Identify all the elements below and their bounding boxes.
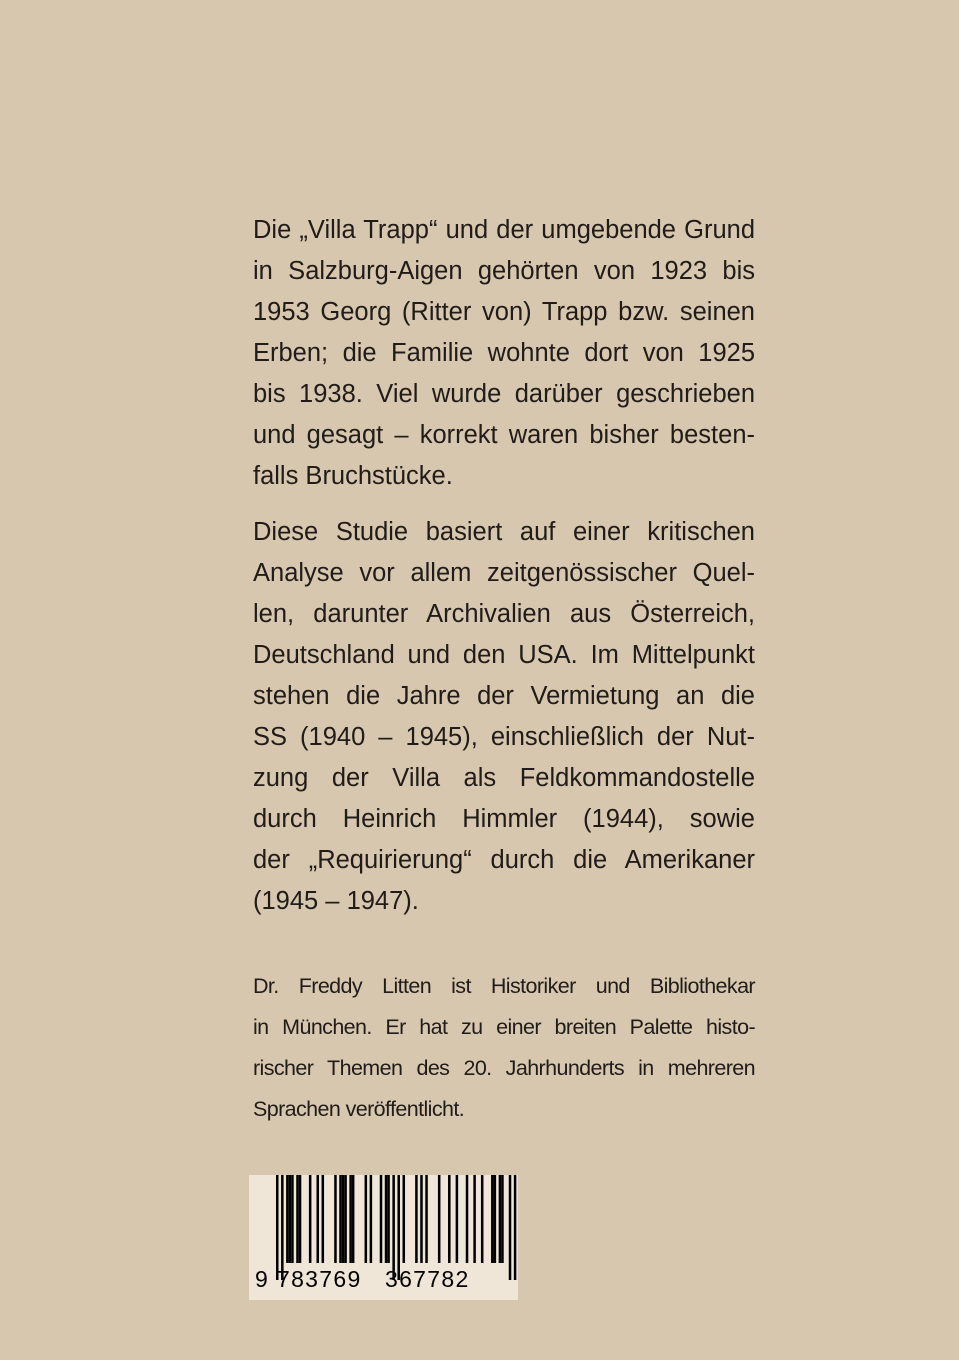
barcode-digits [255, 1267, 513, 1291]
barcode-bar [392, 1175, 395, 1280]
barcode-bar [344, 1175, 347, 1263]
barcode-bar [289, 1175, 292, 1263]
isbn-barcode [249, 1175, 518, 1300]
barcode-bar [456, 1175, 459, 1263]
barcode-bar [370, 1175, 373, 1263]
barcode-bar [514, 1175, 517, 1280]
text-line: len, darunter Archivalien aus Österreich, [253, 600, 755, 628]
text-line: zung der Villa als Feldkommandostelle [253, 764, 755, 792]
barcode-bar [316, 1175, 319, 1263]
barcode-first-digit: 9 [255, 1266, 268, 1292]
barcode-bar [380, 1175, 383, 1263]
text-line: Deutschland und den USA. Im Mittelpunkt [253, 641, 755, 669]
text-line: Diese Studie basiert auf einer kritischen [253, 518, 755, 546]
barcode-bar [309, 1175, 312, 1263]
text-line: falls Bruchstücke. [253, 462, 453, 490]
text-line: (1945 – 1947). [253, 887, 419, 915]
barcode-bar [339, 1175, 342, 1263]
barcode-bar [276, 1175, 279, 1280]
barcode-bar [466, 1175, 469, 1263]
text-line: bis 1938. Viel wurde darüber geschrieben [253, 380, 755, 408]
barcode-bar [491, 1175, 494, 1263]
barcode-bar [296, 1175, 299, 1263]
barcode-bar [481, 1175, 484, 1263]
text-line: rischer Themen des 20. Jahrhunderts in mehreren [253, 1056, 755, 1080]
text-line: Sprachen veröffentlicht. [253, 1097, 465, 1121]
barcode-bar [509, 1175, 512, 1280]
barcode-bar [415, 1175, 418, 1263]
barcode-bar [425, 1175, 428, 1263]
text-line: in Salzburg-Aigen gehörten von 1923 bis [253, 257, 755, 285]
barcode-bar [438, 1175, 441, 1263]
barcode-bar [281, 1175, 284, 1280]
barcode-bar [397, 1175, 400, 1280]
barcode-bar [501, 1175, 504, 1263]
barcode-bar [403, 1175, 406, 1263]
text-line: Analyse vor allem zeitgenössischer Quel- [253, 559, 755, 587]
text-line: 1953 Georg (Ritter von) Trapp bzw. seinen [253, 298, 755, 326]
text-line: Die „Villa Trapp“ und der umgebende Grund [253, 216, 755, 244]
text-line: Dr. Freddy Litten ist Historiker und Bibliothekar [253, 974, 755, 998]
barcode-bar [352, 1175, 355, 1263]
barcode-bar [349, 1175, 352, 1263]
barcode-bar [322, 1175, 325, 1263]
barcode-bar [342, 1175, 345, 1263]
text-line: der „Requirierung“ durch die Amerikaner [253, 846, 755, 874]
text-line: Erben; die Familie wohnte dort von 1925 [253, 339, 755, 367]
blurb-paragraph-2 [253, 512, 755, 922]
barcode-bar [365, 1175, 368, 1263]
barcode-bar [473, 1175, 476, 1263]
barcode-bar [286, 1175, 289, 1263]
barcode-bar [499, 1175, 502, 1263]
barcode-right-group: 367782 [385, 1266, 470, 1292]
barcode-bar [299, 1175, 302, 1263]
barcode-bar [448, 1175, 451, 1263]
barcode-bar [334, 1175, 337, 1263]
text-line: in München. Er hat zu einer breiten Palette histo- [253, 1015, 755, 1039]
author-bio [253, 966, 755, 1130]
blurb-paragraph-1 [253, 210, 755, 497]
text-line: und gesagt – korrekt waren bisher besten- [253, 421, 755, 449]
barcode-bar [420, 1175, 423, 1263]
barcode-bar [387, 1175, 390, 1263]
text-line: stehen die Jahre der Vermietung an die [253, 682, 755, 710]
barcode-bar [494, 1175, 497, 1263]
barcode-left-group: 783769 [277, 1266, 362, 1292]
barcode-bar [385, 1175, 388, 1263]
text-line: SS (1940 – 1945), einschließlich der Nut- [253, 723, 755, 751]
barcode-bar [291, 1175, 294, 1263]
text-line: durch Heinrich Himmler (1944), sowie [253, 805, 755, 833]
